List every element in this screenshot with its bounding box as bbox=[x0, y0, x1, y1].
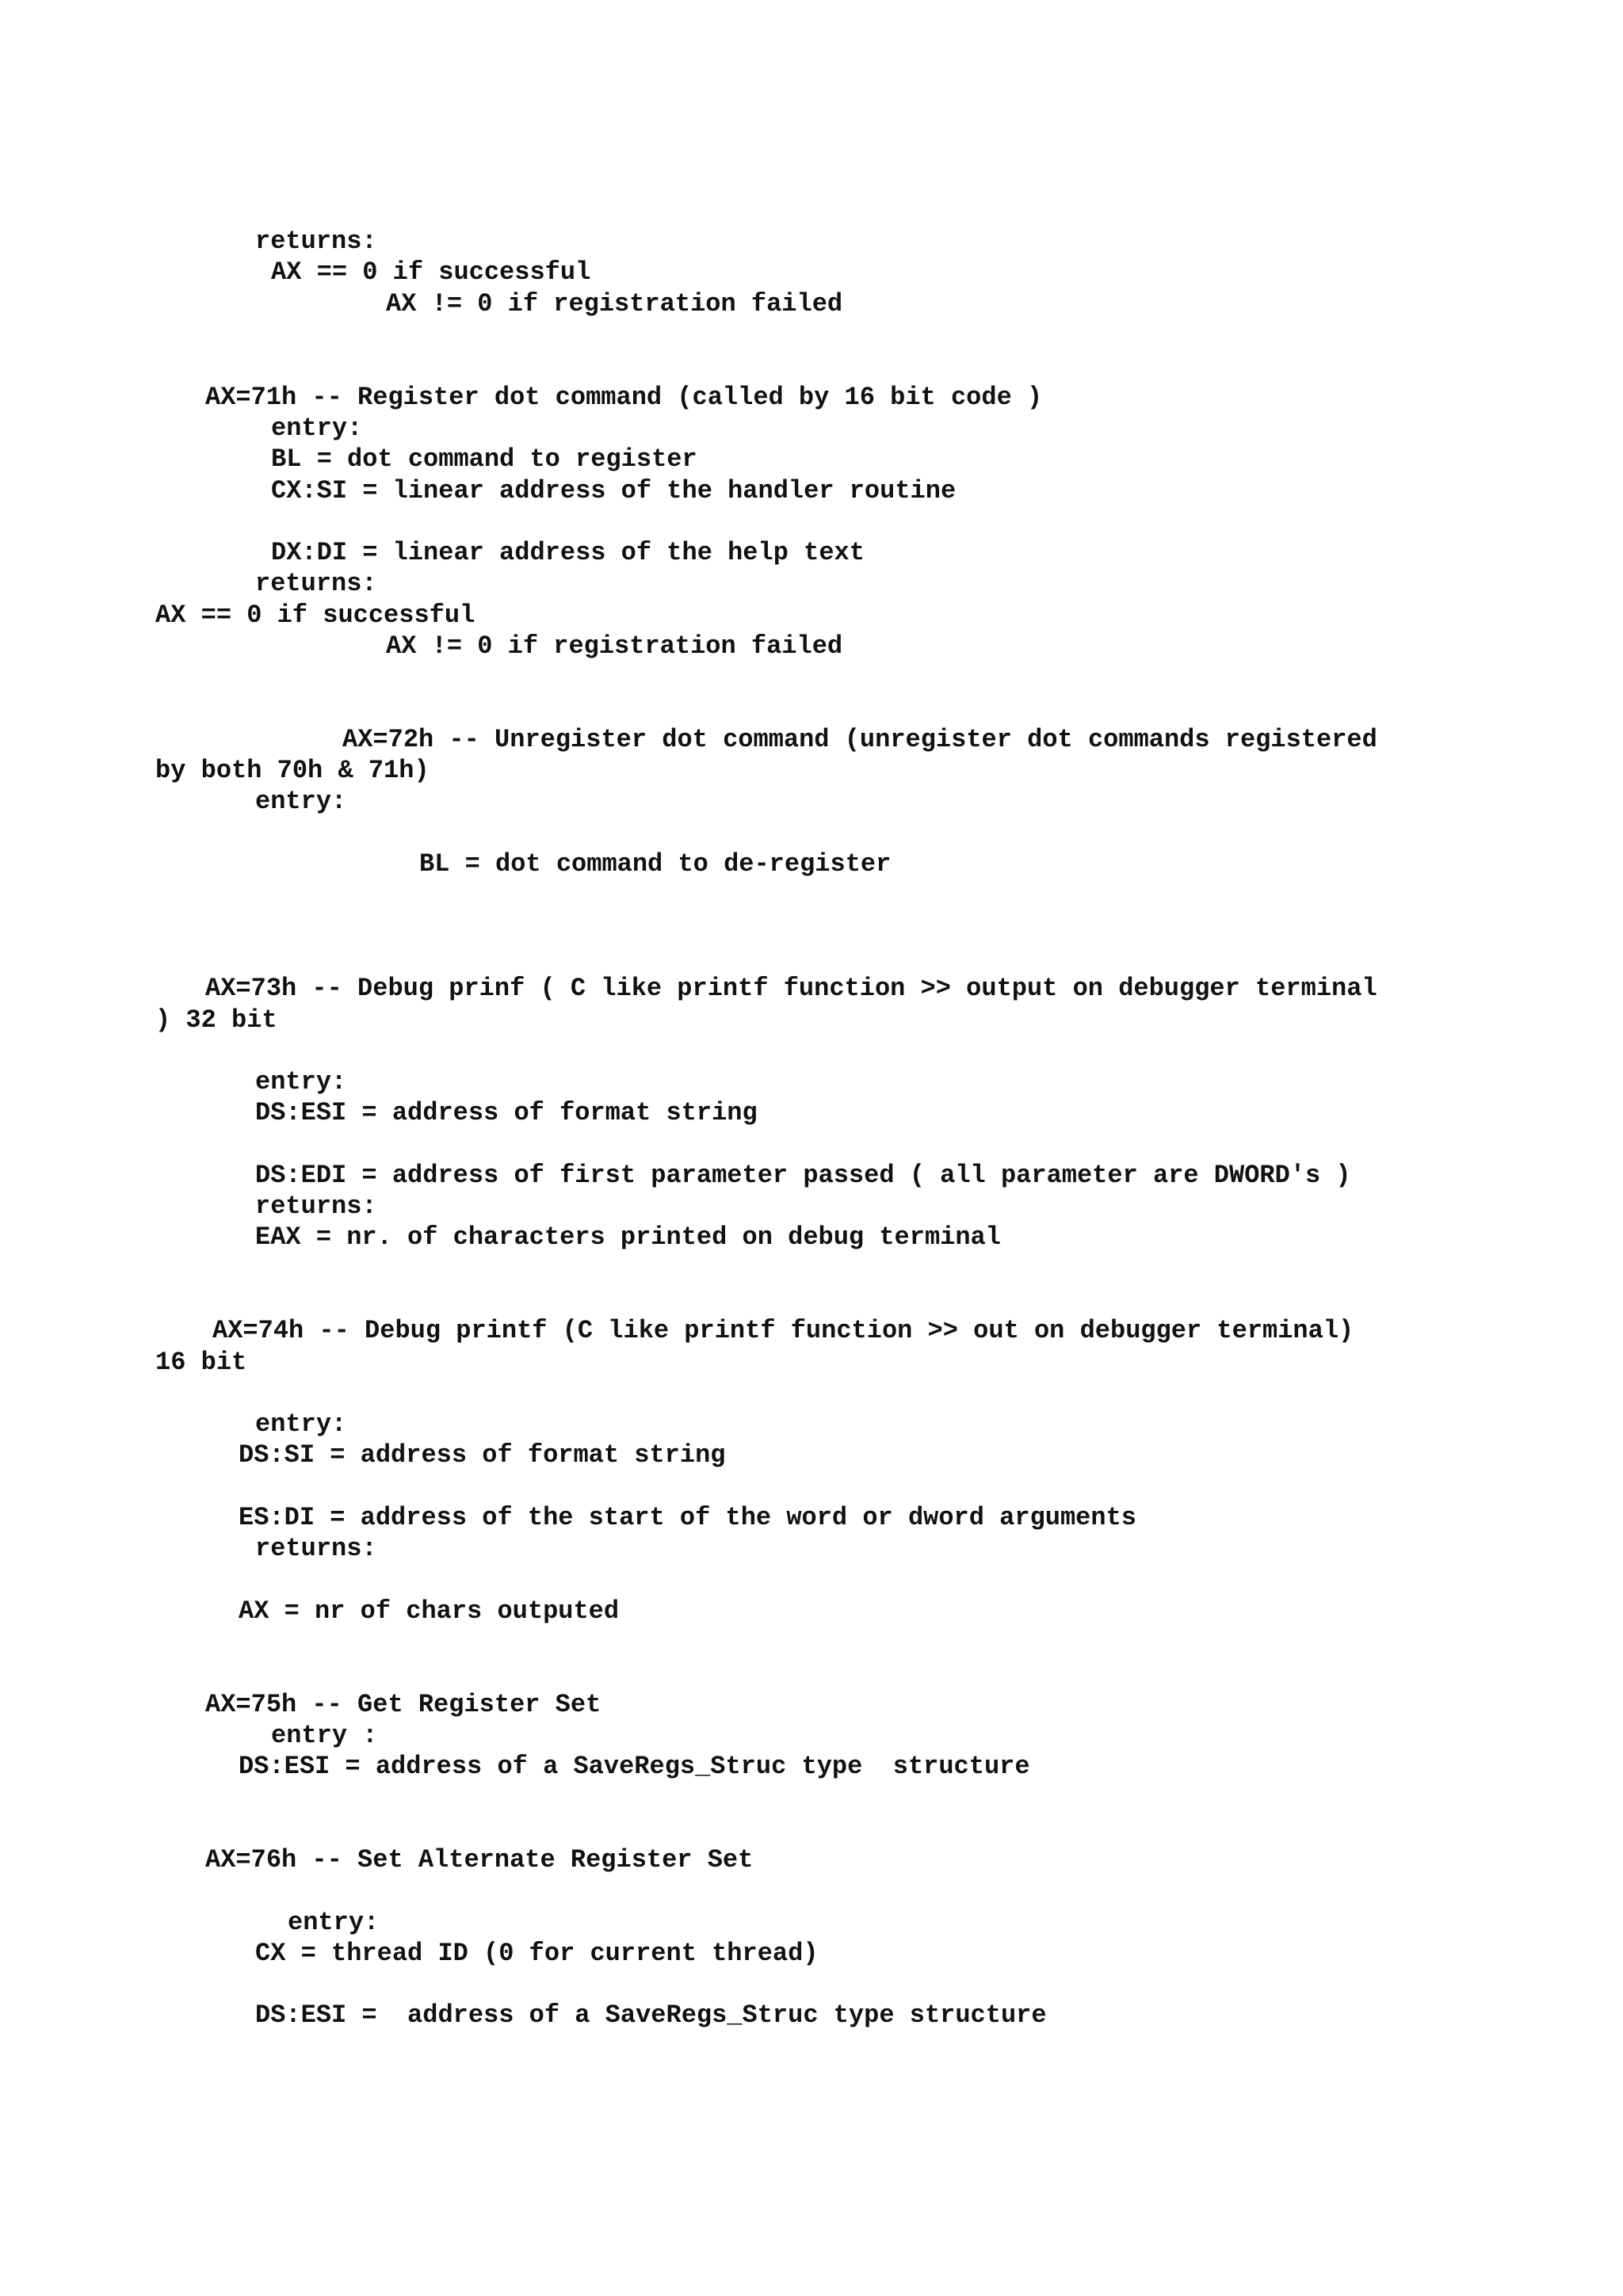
text-line: AX=72h -- Unregister dot command (unregister dot commands registered bbox=[342, 725, 1377, 754]
text-line: BL = dot command to de-register bbox=[419, 849, 892, 879]
text-line: AX=74h -- Debug printf (C like printf function >> out on debugger terminal) bbox=[212, 1316, 1354, 1345]
text-line: returns: bbox=[255, 1192, 377, 1221]
text-line: AX != 0 if registration failed bbox=[386, 631, 843, 661]
text-line: CX:SI = linear address of the handler routine bbox=[271, 476, 957, 505]
text-line: EAX = nr. of characters printed on debug terminal bbox=[255, 1222, 1001, 1252]
text-line: AX == 0 if successful bbox=[155, 601, 475, 630]
text-line: returns: bbox=[255, 569, 377, 598]
text-line: AX=73h -- Debug prinf ( C like printf function >> output on debugger terminal bbox=[205, 974, 1377, 1003]
text-line: entry: bbox=[271, 414, 363, 443]
text-line: AX=75h -- Get Register Set bbox=[205, 1690, 601, 1719]
text-line: AX == 0 if successful bbox=[271, 257, 591, 287]
text-line: DS:EDI = address of first parameter passed ( all parameter are DWORD's ) bbox=[255, 1161, 1351, 1190]
text-line: AX=71h -- Register dot command (called by 16 bit code ) bbox=[205, 383, 1043, 412]
text-line: DX:DI = linear address of the help text bbox=[271, 538, 865, 567]
text-line: AX = nr of chars outputed bbox=[239, 1596, 620, 1626]
text-line: ) 32 bit bbox=[155, 1005, 277, 1035]
text-line: returns: bbox=[255, 1534, 377, 1563]
text-line: AX != 0 if registration failed bbox=[386, 289, 843, 318]
text-line: AX=76h -- Set Alternate Register Set bbox=[205, 1845, 754, 1875]
text-line: DS:ESI = address of format string bbox=[255, 1098, 758, 1127]
text-line: DS:ESI = address of a SaveRegs_Struc type structure bbox=[239, 1752, 1030, 1781]
text-line: DS:ESI = address of a SaveRegs_Struc type structure bbox=[255, 2000, 1047, 2030]
text-line: entry: bbox=[255, 1067, 347, 1097]
text-line: by both 70h & 71h) bbox=[155, 756, 430, 785]
text-line: DS:SI = address of format string bbox=[239, 1440, 726, 1470]
text-line: CX = thread ID (0 for current thread) bbox=[255, 1939, 819, 1968]
text-line: entry: bbox=[255, 787, 347, 816]
text-line: ES:DI = address of the start of the word or dword arguments bbox=[239, 1503, 1136, 1532]
text-line: returns: bbox=[255, 227, 377, 256]
text-line: entry : bbox=[271, 1721, 378, 1750]
text-line: entry: bbox=[288, 1908, 380, 1937]
text-line: BL = dot command to register bbox=[271, 444, 697, 474]
text-line: 16 bit bbox=[155, 1348, 247, 1377]
text-line: entry: bbox=[255, 1409, 347, 1439]
